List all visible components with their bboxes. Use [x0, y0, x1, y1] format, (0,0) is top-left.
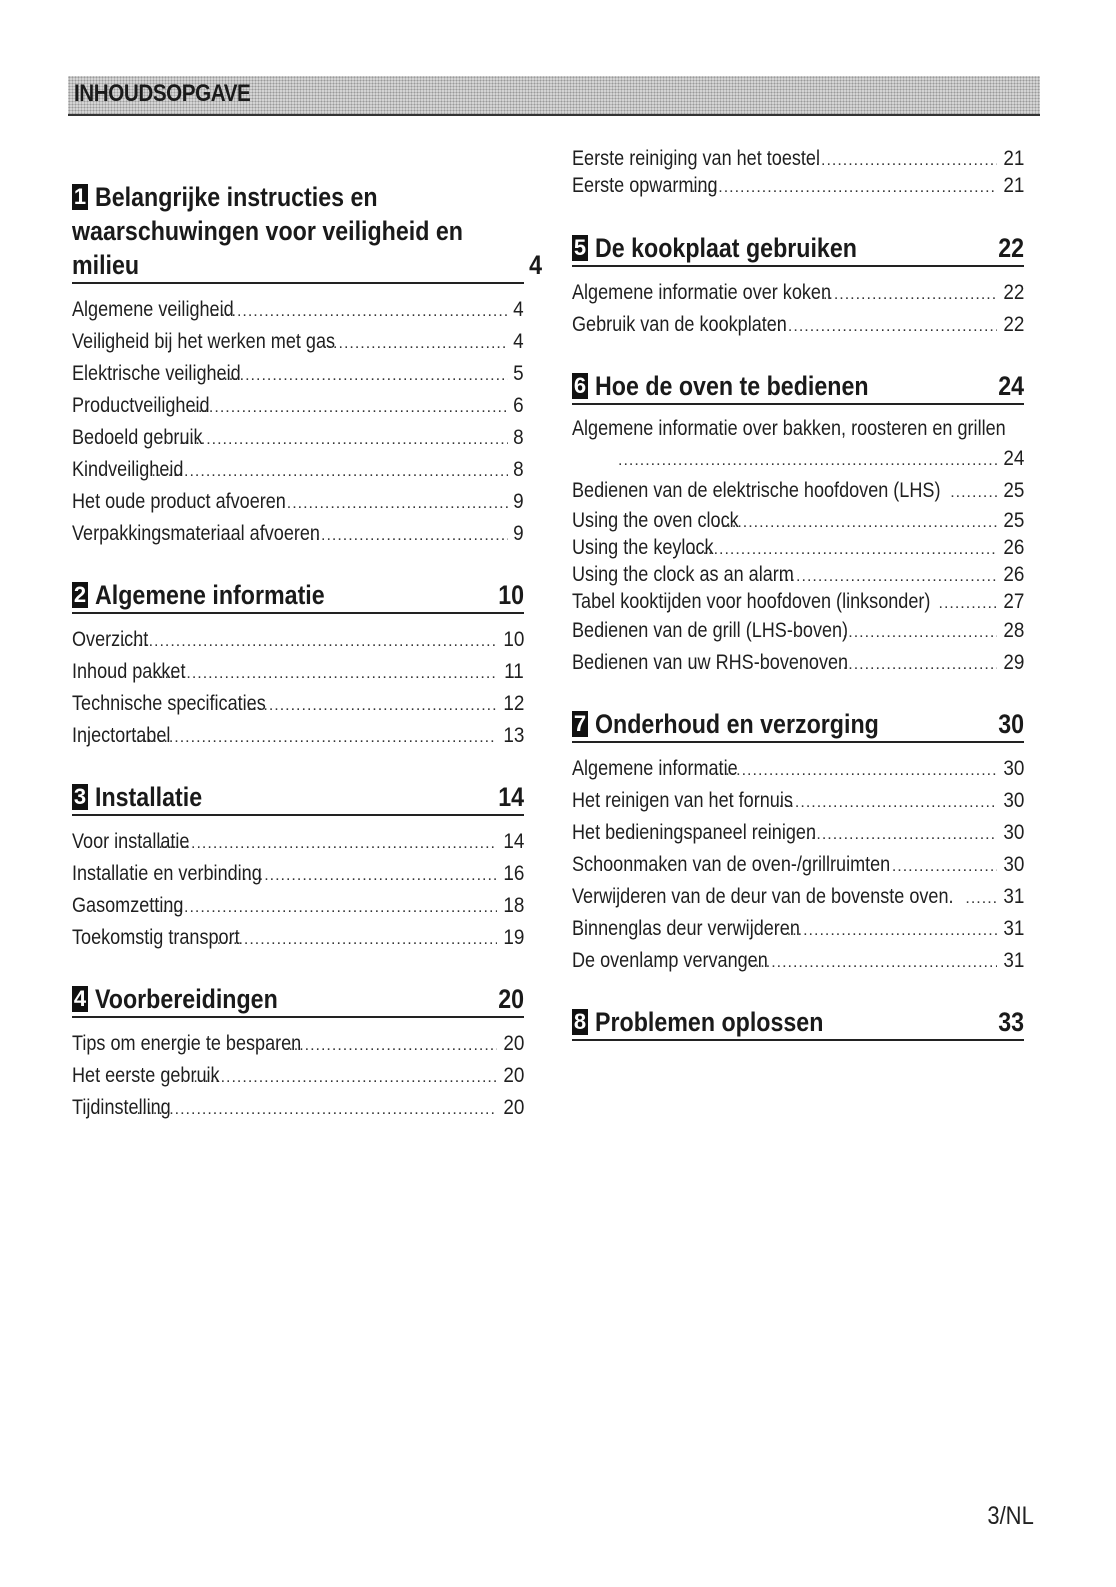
toc-entry-page: 25	[1002, 479, 1024, 502]
toc-entry[interactable]	[572, 945, 1024, 977]
toc-section-heading[interactable]	[72, 982, 524, 1018]
leader-dots	[242, 860, 496, 892]
leader-dots	[843, 649, 997, 681]
toc-entry-page: 21	[1002, 147, 1024, 170]
section-page-number: 14	[498, 782, 524, 812]
toc-entry-page: 30	[1002, 789, 1024, 812]
toc-entries	[72, 1028, 524, 1124]
toc-entry-page: 27	[1002, 590, 1024, 613]
section-title-line: waarschuwingen voor veiligheid en	[72, 216, 463, 246]
toc-entry-label: Installatie en verbinding	[72, 862, 262, 885]
toc-entry-page: 22	[1002, 313, 1024, 336]
leader-dots	[691, 174, 997, 201]
toc-entry-label: Kindveiligheid	[72, 458, 184, 481]
toc-entry[interactable]	[72, 422, 524, 454]
section-number-badge: 1	[73, 184, 87, 209]
toc-entry[interactable]	[72, 720, 524, 752]
toc-entry-page: 25	[1002, 509, 1024, 532]
toc-entry-label: Algemene informatie	[572, 757, 738, 780]
toc-entry-label: Technische specificaties	[72, 692, 266, 715]
leader-dots	[210, 296, 509, 328]
leader-dots	[288, 1030, 496, 1062]
toc-entry[interactable]	[572, 615, 1024, 647]
toc-entry-label: Het reinigen van het fornuis	[572, 789, 793, 812]
section-number-badge: 2	[73, 582, 87, 607]
toc-entry[interactable]	[72, 358, 524, 390]
toc-entry[interactable]	[72, 390, 524, 422]
toc-entry-label: Bedienen van uw RHS-bovenoven	[572, 651, 849, 674]
leader-dots	[151, 892, 496, 924]
toc-entry-label: Tips om energie te besparen	[72, 1032, 302, 1055]
toc-entry-label: Schoonmaken van de oven-/grillruimten	[572, 853, 891, 876]
toc-entry[interactable]	[72, 326, 524, 358]
toc-entry-label: Het bedieningspaneel reinigen	[572, 821, 816, 844]
leader-dots	[686, 536, 996, 563]
toc-section-1	[72, 180, 542, 550]
toc-entry[interactable]	[72, 656, 524, 688]
toc-entry[interactable]	[572, 172, 1024, 199]
toc-entries	[572, 415, 1024, 679]
toc-entry[interactable]	[572, 785, 1024, 817]
toc-entry[interactable]	[72, 922, 524, 954]
section-page-number: 24	[998, 371, 1024, 401]
toc-entry-label: Voor installatie	[72, 830, 190, 853]
section-title: Hoe de oven te bedienen	[595, 371, 869, 401]
leader-dots	[136, 722, 496, 754]
leader-dots	[217, 924, 497, 956]
toc-entry[interactable]	[572, 647, 1024, 679]
toc-entry-label: Algemene informatie over koken	[572, 281, 832, 304]
toc-entry[interactable]	[572, 145, 1024, 172]
toc-entry-label: Eerste reiniging van het toestel	[572, 147, 820, 170]
toc-entry-page: 18	[502, 894, 524, 917]
section-page-number: 20	[498, 984, 524, 1014]
toc-entry-page: 28	[1002, 619, 1024, 642]
toc-entry-label: Bedienen van de elektrische hoofdoven (LHS)	[572, 479, 941, 502]
toc-entry[interactable]	[572, 881, 1024, 913]
leader-dots	[310, 520, 508, 552]
toc-entry-page: 10	[502, 628, 524, 651]
toc-entry[interactable]	[572, 588, 1024, 615]
leader-dots	[218, 360, 508, 392]
toc-entry-label: Algemene veiligheid	[72, 298, 234, 321]
toc-entry-label: Bedienen van de grill (LHS-boven)	[572, 619, 849, 642]
toc-entry-page: 26	[1002, 563, 1024, 586]
toc-section-5	[572, 231, 1024, 341]
toc-entry[interactable]	[72, 1028, 524, 1060]
toc-entry-label: Inhoud pakket	[72, 660, 186, 683]
section-number-badge: 5	[573, 235, 587, 260]
section-title: Voorbereidingen	[95, 984, 278, 1014]
leader-dots	[182, 392, 509, 424]
toc-section-heading[interactable]	[72, 780, 524, 816]
toc-entry-page: 31	[1002, 885, 1024, 908]
toc-entry-label: Veiligheid bij het werken met gas	[72, 330, 336, 353]
leader-dots	[892, 851, 997, 883]
section-page-number: 10	[498, 580, 524, 610]
section-page-number: 4	[528, 250, 542, 280]
toc-entry-page: 14	[502, 830, 524, 853]
toc-entry-label: Using the keylock	[572, 536, 714, 559]
leader-dots	[328, 328, 509, 360]
leader-dots	[151, 456, 508, 488]
toc-entry-page: 5	[513, 362, 524, 385]
section-title: Onderhoud en verzorging	[595, 709, 879, 739]
toc-entry[interactable]	[72, 294, 524, 326]
toc-entry[interactable]	[572, 913, 1024, 945]
toc-entry[interactable]	[572, 817, 1024, 849]
toc-entry-label: Tijdinstelling	[72, 1096, 171, 1119]
toc-entry-page: 22	[1002, 281, 1024, 304]
section-title: Algemene informatie	[95, 580, 325, 610]
page-header	[68, 76, 1040, 116]
toc-entry-page: 20	[502, 1096, 524, 1119]
toc-entry-label: Het eerste gebruik	[72, 1064, 220, 1087]
toc-section-3	[72, 780, 524, 954]
toc-entry[interactable]	[572, 561, 1024, 588]
toc-entries-continued	[572, 145, 1024, 199]
toc-section-heading[interactable]	[572, 707, 1024, 743]
leader-dots	[843, 617, 997, 649]
section-title: Installatie	[95, 782, 203, 812]
section-number-badge: 7	[573, 711, 587, 736]
page-title: INHOUDSOPGAVE	[74, 80, 251, 107]
toc-entry-label: Elektrische veiligheid	[72, 362, 241, 385]
toc-entry-label: Gebruik van de kookplaten	[572, 313, 787, 336]
toc-entry-page: 13	[502, 724, 524, 747]
toc-entry[interactable]	[572, 753, 1024, 785]
toc-entry-page: 24	[1002, 447, 1024, 470]
toc-entry-page: 29	[1002, 651, 1024, 674]
toc-entry-leader	[572, 443, 1024, 475]
toc-entry[interactable]	[72, 858, 524, 890]
toc-entry-page: 9	[513, 490, 524, 513]
toc-entry[interactable]	[72, 1060, 524, 1092]
leader-dots	[787, 915, 997, 947]
toc-entry-page: 30	[1002, 853, 1024, 876]
toc-section-heading[interactable]	[572, 1005, 1024, 1041]
toc-entry[interactable]	[572, 849, 1024, 881]
toc-entries	[572, 277, 1024, 341]
toc-section-heading[interactable]	[572, 231, 1024, 267]
toc-entries	[72, 294, 524, 550]
section-page-number: 22	[998, 233, 1024, 263]
toc-left-column	[72, 145, 542, 1124]
toc-entry[interactable]	[572, 507, 1024, 534]
toc-entry[interactable]	[72, 454, 524, 486]
toc-entries	[572, 753, 1024, 977]
toc-section-heading[interactable]	[572, 369, 1024, 405]
leader-dots	[137, 1094, 497, 1126]
toc-entry-page: 4	[513, 298, 524, 321]
toc-entry-label: Toekomstig transport	[72, 926, 240, 949]
toc-section-heading[interactable]	[72, 578, 524, 614]
toc-entry-label: Injectortabel	[72, 724, 171, 747]
leader-dots	[247, 690, 497, 722]
toc-entry[interactable]	[72, 890, 524, 922]
toc-entry-page: 26	[1002, 536, 1024, 559]
toc-entry-label: Productveiligheid	[72, 394, 210, 417]
toc-entry-page: 31	[1002, 917, 1024, 940]
leader-dots	[110, 626, 496, 658]
leader-dots	[716, 509, 997, 536]
leader-dots	[965, 883, 996, 915]
leader-dots	[823, 279, 997, 311]
toc-entry-page: 8	[513, 426, 524, 449]
toc-entry-label: Verpakkingsmateriaal afvoeren	[72, 522, 320, 545]
toc-entry-label: Using the clock as an alarm	[572, 563, 794, 586]
toc-entries	[72, 826, 524, 954]
toc-entry[interactable]	[72, 1092, 524, 1124]
toc-right-column	[572, 145, 1024, 1041]
toc-entry[interactable]	[572, 277, 1024, 309]
section-number-badge: 8	[573, 1009, 587, 1034]
leader-dots	[193, 1062, 496, 1094]
toc-entry-page: 4	[513, 330, 524, 353]
toc-entry-page: 19	[502, 926, 524, 949]
section-title: De kookplaat gebruiken	[595, 233, 857, 263]
toc-section-heading[interactable]	[72, 180, 542, 284]
leader-dots	[772, 311, 997, 343]
section-title-line: Belangrijke instructies en	[95, 182, 378, 212]
toc-entry[interactable]	[72, 688, 524, 720]
section-number-badge: 4	[73, 986, 87, 1011]
toc-entry-page: 6	[513, 394, 524, 417]
toc-entry-label: Verwijderen van de deur van de bovenste oven.	[572, 885, 954, 908]
section-number-badge: 3	[73, 784, 87, 809]
leader-dots	[805, 819, 996, 851]
toc-entry-page: 30	[1002, 757, 1024, 780]
toc-section-2	[72, 578, 524, 752]
toc-entry[interactable]	[572, 534, 1024, 561]
leader-dots	[270, 488, 508, 520]
toc-entry-page: 9	[513, 522, 524, 545]
toc-entry-label: Binnenglas deur verwijderen	[572, 917, 800, 940]
toc-entries	[72, 624, 524, 752]
page-number-footer: 3/NL	[987, 1502, 1034, 1530]
toc-entry-page: 30	[1002, 821, 1024, 844]
toc-entry-label: Gasomzetting	[72, 894, 184, 917]
toc-entry-page: 21	[1002, 174, 1024, 197]
toc-entry-label: Using the oven clock	[572, 509, 739, 532]
toc-entry[interactable]	[572, 475, 1024, 507]
toc-entry-label: Tabel kooktijden voor hoofdoven (linksonder)	[572, 590, 931, 613]
section-title	[72, 180, 527, 282]
section-title: Problemen oplossen	[595, 1007, 824, 1037]
toc-entry-page: 20	[502, 1064, 524, 1087]
leader-dots	[780, 563, 997, 590]
leader-dots	[950, 477, 996, 509]
leader-dots	[154, 658, 498, 690]
toc-section-4	[72, 982, 524, 1124]
toc-entry-label: Overzicht	[72, 628, 149, 651]
toc-entry-label: Algemene informatie over bakken, roosteren en grillen	[572, 417, 1006, 440]
section-page-number: 30	[998, 709, 1024, 739]
leader-dots	[158, 828, 496, 860]
toc-section-8	[572, 1005, 1024, 1041]
leader-dots	[174, 424, 509, 456]
toc-entry[interactable]	[572, 309, 1024, 341]
section-number-badge: 6	[573, 373, 587, 398]
toc-entry-label: Bedoeld gebruik	[72, 426, 203, 449]
toc-entry-label: Eerste opwarming	[572, 174, 718, 197]
toc-entry-page: 11	[504, 660, 524, 683]
toc-section-7	[572, 707, 1024, 977]
toc-entry[interactable]	[72, 486, 524, 518]
section-title-line: milieu	[72, 250, 140, 280]
toc-entry-page: 8	[513, 458, 524, 481]
toc-entry-page: 20	[502, 1032, 524, 1055]
toc-entry-page: 12	[502, 692, 524, 715]
toc-entry-page: 16	[502, 862, 524, 885]
leader-dots	[939, 590, 997, 617]
leader-dots	[779, 787, 997, 819]
toc-entry[interactable]	[72, 624, 524, 656]
leader-dots	[714, 755, 996, 787]
toc-entry-page: 31	[1002, 949, 1024, 972]
leader-dots	[749, 947, 996, 979]
toc-entry-label: Het oude product afvoeren	[72, 490, 286, 513]
leader-dots	[618, 445, 997, 477]
leader-dots	[810, 147, 997, 174]
toc-entry[interactable]	[72, 518, 524, 550]
toc-entry[interactable]	[72, 826, 524, 858]
toc-entry[interactable]	[572, 415, 1024, 475]
toc-entry-label: De ovenlamp vervangen	[572, 949, 768, 972]
section-page-number: 33	[998, 1007, 1024, 1037]
toc-section-6	[572, 369, 1024, 679]
